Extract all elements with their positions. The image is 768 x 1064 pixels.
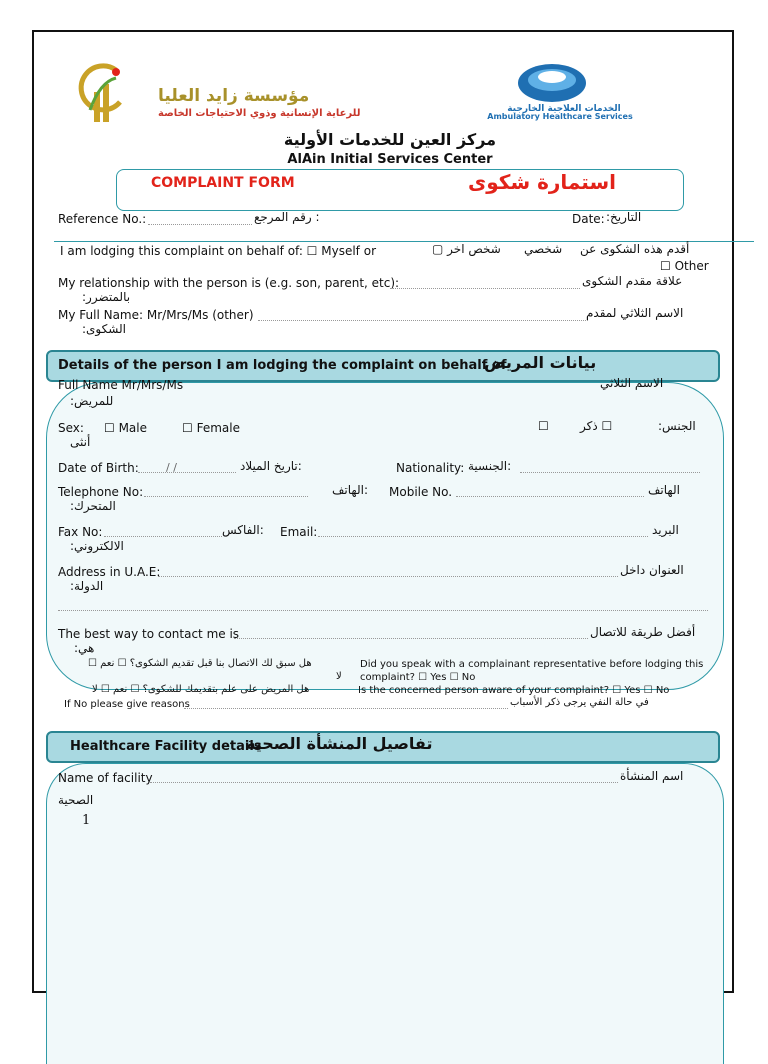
reasons-label-en: If No please give reasons: [64, 699, 190, 710]
center-name-en: AlAin Initial Services Center: [287, 152, 493, 167]
sex-label-ar: الجنس:: [658, 419, 696, 433]
dob-label-ar: :تاريخ الميلاد: [240, 459, 302, 473]
address-input-line-2[interactable]: [58, 610, 708, 611]
behalf-label-en: I am lodging this complaint on behalf of: ☐ Myself or: [60, 244, 376, 258]
address-label-ar-1: العنوان داخل: [620, 563, 684, 577]
reasons-input[interactable]: [184, 708, 508, 709]
telephone-input[interactable]: [144, 496, 308, 497]
rep-question-ar-1[interactable]: هل سبق لك الاتصال بنا قبل تقديم الشكوى؟ ☐ نعم ☐: [88, 658, 312, 669]
facility-name-input[interactable]: [150, 782, 618, 783]
nationality-label-en: Nationality:: [396, 461, 465, 475]
fullname-label-ar-2: الشكوى:: [82, 322, 126, 336]
reference-label-ar: : رقم المرجع: [254, 210, 320, 224]
contact-label-ar-2: هي:: [74, 641, 95, 655]
reference-label-en: Reference No.:: [58, 212, 147, 226]
behalf-label-ar: أقدم هذه الشكوى عن: [580, 242, 690, 256]
male-ar-checkbox[interactable]: ☐ ذكر: [580, 419, 613, 433]
facility-name-label-ar-1: اسم المنشأة: [620, 769, 684, 783]
org-left-subtitle-ar: للرعاية الإنسانية وذوي الاحتياجات الخاصة: [158, 108, 361, 119]
facility-details-panel: [46, 763, 724, 1064]
rep-question-en-1: Did you speak with a complainant representative before lodging this: [360, 659, 704, 670]
form-title-en: COMPLAINT FORM: [151, 175, 295, 191]
dob-input[interactable]: [138, 472, 236, 473]
female-label-ar: أنثى: [70, 435, 91, 449]
email-label-ar-1: البريد: [652, 523, 679, 537]
fax-label-ar: :الفاكس: [222, 523, 264, 537]
patient-fullname-label-ar-2: للمريض:: [70, 394, 114, 408]
rep-question-ar-2[interactable]: لا: [336, 671, 342, 682]
rep-question-en-2[interactable]: complaint? ☐ Yes ☐ No: [360, 672, 476, 683]
female-ar-checkbox[interactable]: ☐: [538, 419, 549, 433]
fax-input[interactable]: [104, 536, 222, 537]
address-label-ar-2: الدولة:: [70, 579, 104, 593]
fullname-label-en: My Full Name: Mr/Mrs/Ms (other): [58, 308, 254, 322]
fax-label-en: Fax No:: [58, 525, 103, 539]
email-input[interactable]: [318, 536, 648, 537]
contact-label-ar-1: أفضل طريقة للاتصال: [590, 625, 696, 639]
patient-fullname-label-ar-1: الاسم الثلاثي: [600, 376, 664, 390]
behalf-self-ar-label: شخصي: [524, 242, 563, 256]
contact-label-en: The best way to contact me is: [58, 627, 240, 641]
relationship-label-ar-1: علاقة مقدم الشكوى: [582, 274, 683, 288]
relationship-label-en: My relationship with the person is (e.g. son, parent, etc):: [58, 276, 400, 290]
behalf-self-ar[interactable]: [524, 242, 562, 256]
form-title-ar: استمارة شكوى: [467, 170, 616, 194]
org-right-name-ar: الخدمات العلاجية الخارجية: [507, 104, 621, 114]
facility-name-label-ar-2: الصحية: [58, 793, 94, 807]
nationality-input[interactable]: [520, 472, 700, 473]
facility-section-header-ar: تفاصيل المنشأة الصحية: [246, 734, 433, 753]
mobile-label-ar-2: المتحرك:: [70, 499, 116, 513]
date-label-ar: التاريخ:: [606, 210, 642, 224]
mobile-label-ar-1: الهاتف: [648, 483, 680, 497]
patient-section-header-en: Details of the person I am lodging the complaint on behalf of: [58, 358, 507, 373]
patient-section-header-ar: بيانات المريض: [484, 353, 597, 372]
mobile-label-en: Mobile No.: [389, 485, 453, 499]
behalf-other-checkbox[interactable]: ☐ Other: [660, 259, 709, 273]
mobile-input[interactable]: [456, 496, 644, 497]
telephone-label-ar: :الهاتف: [332, 483, 368, 497]
org-right-name-en: Ambulatory Healthcare Services: [487, 112, 633, 121]
center-name-ar: مركز العين للخدمات الأولية: [283, 130, 497, 149]
reasons-label-ar: في حالة النفي يرجى ذكر الأسباب: [510, 697, 649, 708]
aware-question-en[interactable]: Is the concerned person aware of your complaint? ☐ Yes ☐ No: [358, 685, 670, 696]
male-checkbox[interactable]: ☐ Male: [104, 421, 147, 435]
nationality-label-ar: :الجنسية: [468, 459, 512, 473]
fullname-label-ar-1: الاسم الثلاثي لمقدم: [586, 306, 684, 320]
address-input[interactable]: [158, 576, 618, 577]
zayed-foundation-logo-icon: [76, 62, 124, 130]
reference-input[interactable]: [148, 224, 252, 225]
telephone-label-en: Telephone No:: [58, 485, 144, 499]
dob-label-en: Date of Birth:: [58, 461, 139, 475]
facility-section-header-en: Healthcare Facility details: [70, 739, 262, 754]
email-label-ar-2: الالكتروني:: [70, 539, 124, 553]
contact-input[interactable]: [234, 638, 588, 639]
fullname-input[interactable]: [258, 320, 588, 321]
date-label-en: Date:: [572, 212, 605, 226]
relationship-label-ar-2: بالمتضرر:: [82, 290, 131, 304]
dob-separators: / /: [166, 461, 177, 474]
org-left-name-ar: مؤسسة زايد العليا: [158, 86, 310, 106]
ambulatory-healthcare-logo-icon: [516, 62, 588, 104]
relationship-input[interactable]: [390, 288, 580, 289]
page-number: 1: [82, 813, 91, 828]
address-label-en: Address in U.A.E:: [58, 565, 161, 579]
patient-fullname-label-en: Full Name Mr/Mrs/Ms: [58, 378, 184, 392]
email-label-en: Email:: [280, 525, 318, 539]
behalf-other-person-ar[interactable]: شخص اخر ▢: [432, 242, 501, 256]
sex-label-en: Sex:: [58, 421, 84, 435]
behalf-other-person-ar-label: شخص اخر: [447, 242, 501, 256]
facility-name-label-en: Name of facility: [58, 771, 153, 785]
aware-question-ar[interactable]: هل المريض على علم بتقديمك للشكوى؟ ☐ نعم ☐ لا: [92, 684, 310, 695]
female-checkbox[interactable]: ☐ Female: [182, 421, 240, 435]
